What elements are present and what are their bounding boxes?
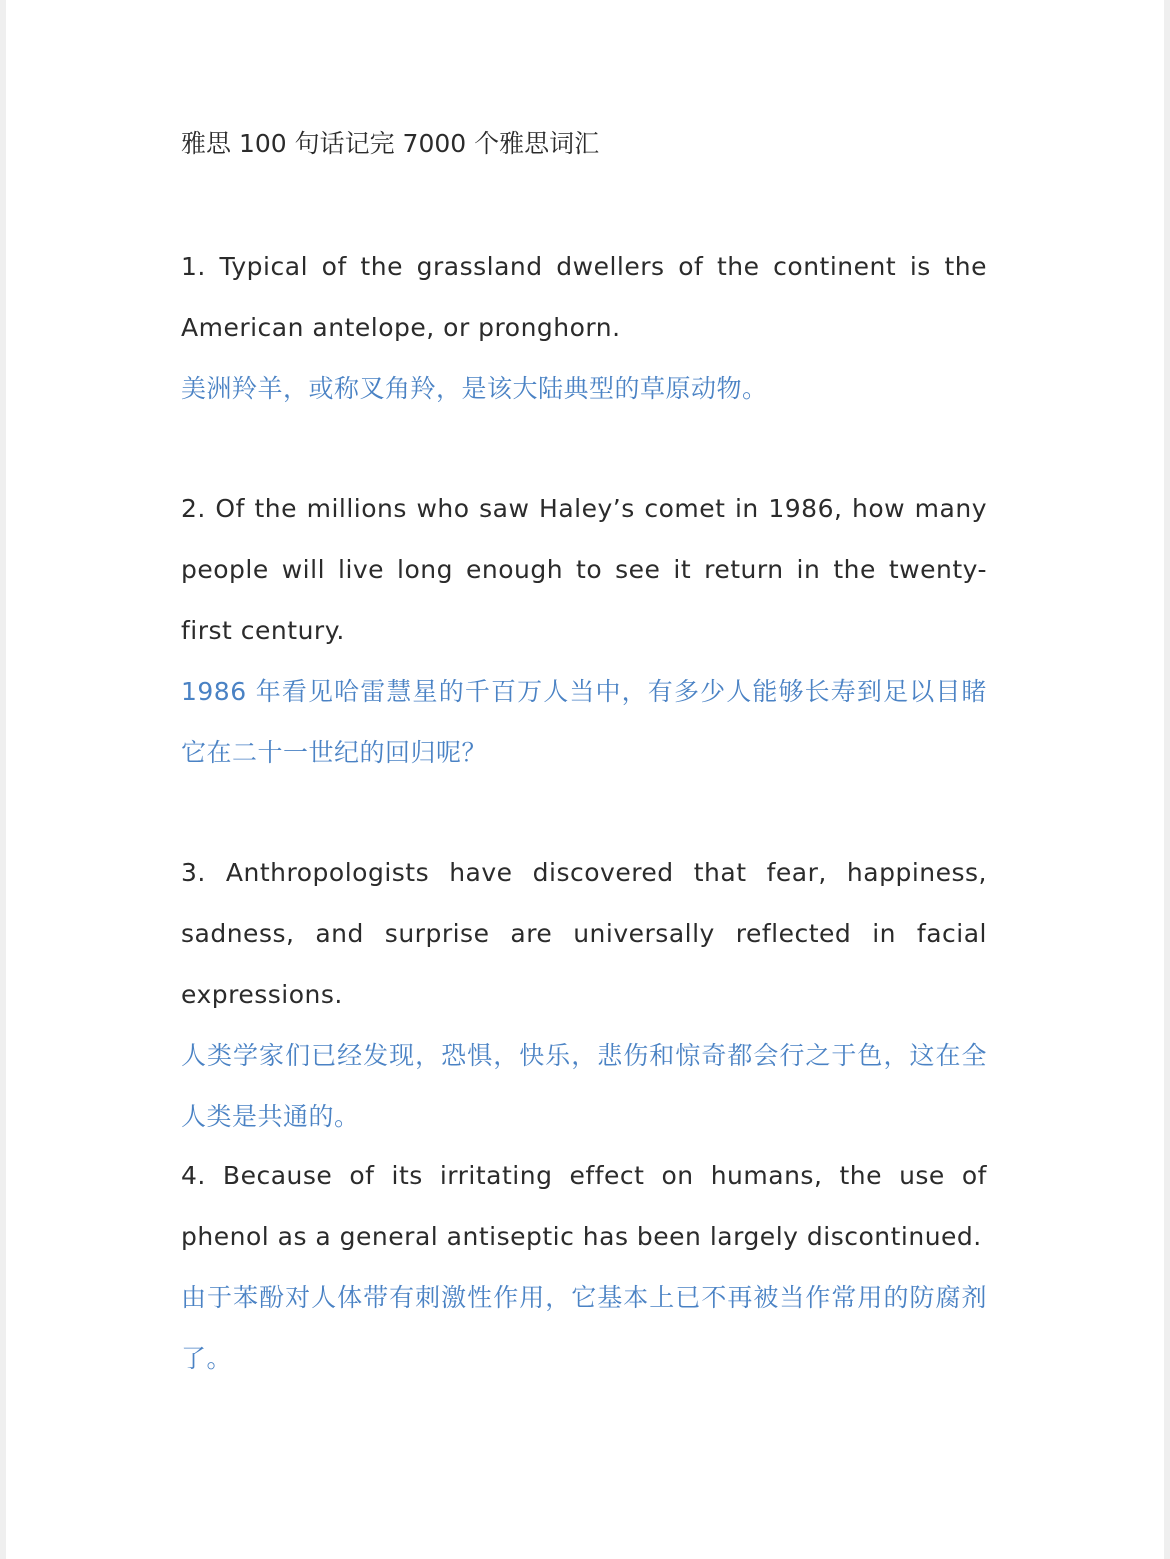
sentence-entry-1 (181, 236, 987, 419)
chinese-translation: 美洲羚羊，或称叉角羚，是该大陆典型的草原动物。 (181, 374, 768, 403)
chinese-translation: 1986 年看见哈雷慧星的千百万人当中，有多少人能够长寿到足以目睹它在二十一世纪的回归呢？ (181, 677, 987, 767)
chinese-translation: 人类学家们已经发现，恐惧，快乐，悲伤和惊奇都会行之于色，这在全人类是共通的。 (181, 1041, 987, 1131)
english-sentence: 1. Typical of the grassland dwellers of the continent is the American antelope, or pronghorn. (181, 252, 987, 342)
sentence-entry-4 (181, 1145, 987, 1389)
english-sentence: 4. Because of its irritating effect on humans, the use of phenol as a general antiseptic has been largely discontinued. (181, 1161, 987, 1251)
english-sentence: 2. Of the millions who saw Haley’s comet in 1986, how many people will live long enough to see it return in the twenty-first century. (181, 494, 987, 645)
english-sentence: 3. Anthropologists have discovered that fear, happiness, sadness, and surprise are universally reflected in facial expressions. (181, 858, 987, 1009)
document-title: 雅思 100 句话记完 7000 个雅思词汇 (181, 129, 600, 158)
document-page (6, 0, 1164, 1559)
sentence-entry-2 (181, 478, 987, 783)
chinese-translation: 由于苯酚对人体带有刺激性作用，它基本上已不再被当作常用的防腐剂了。 (181, 1283, 987, 1373)
sentence-entry-3 (181, 842, 987, 1147)
